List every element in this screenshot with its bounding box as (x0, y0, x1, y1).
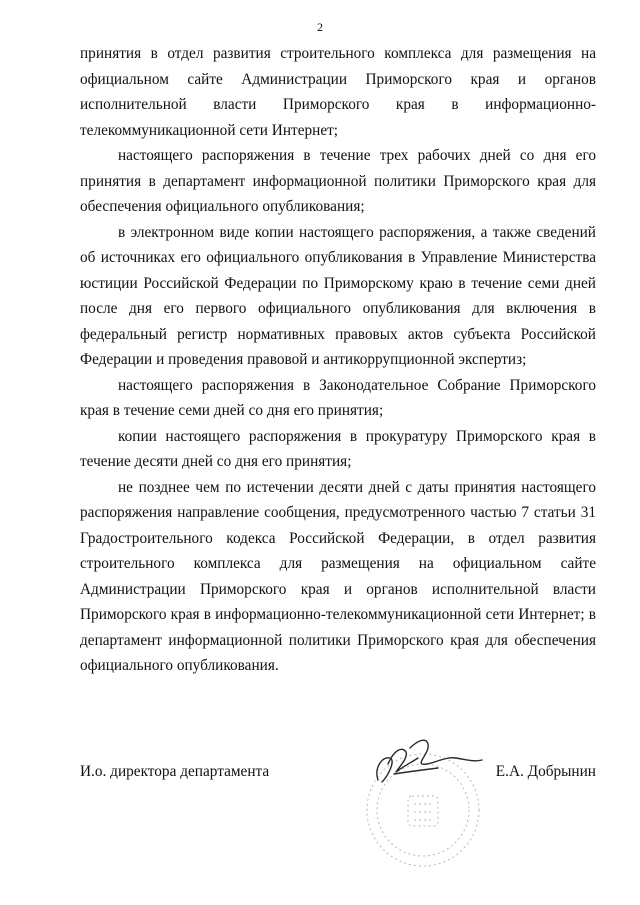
signatory-name: Е.А. Добрынин (495, 763, 596, 780)
signature-block (80, 763, 596, 793)
paragraph: принятия в отдел развития строительного комплекса для размещения на официальном сайте Администрации Приморского края и органов исполнительной власти Приморского края в информационно-телекоммуникационной сети Интернет; (80, 45, 596, 139)
paragraph: не позднее чем по истечении десяти дней с даты принятия настоящего распоряжения направление сообщения, предусмотренного частью 7 статьи 31 Градостроительного кодекса Российской Федерации, в отдел развития строительного комплекса для размещения на официальном сайте Администрации Приморского края и органов исполнительной власти Приморского края в информационно-телекоммуникационной сети Интернет; в департамент информационной политики Приморского края для обеспечения официального опубликования. (80, 478, 596, 674)
page-number: 2 (317, 20, 323, 34)
document-body (80, 41, 596, 679)
paragraph: копии настоящего распоряжения в прокуратуру Приморского края в течение десяти дней со дня его принятия; (80, 427, 596, 470)
paragraph: в электронном виде копии настоящего распоряжения, а также сведений об источниках его официального опубликования в Управление Министерства юстиции Российской Федерации по Приморскому краю в течение семи дней после дня его первого официального опубликования для включения в федеральный регистр нормативных правовых актов субъекта Российской Федерации и проведения правовой и антикоррупционной экспертиз; (80, 223, 596, 368)
signature-seal-icon (348, 722, 558, 872)
paragraph: настоящего распоряжения в Законодательное Собрание Приморского края в течение семи дней со дня его принятия; (80, 376, 596, 419)
signatory-title: И.о. директора департамента (80, 763, 270, 780)
paragraph: настоящего распоряжения в течение трех рабочих дней со дня его принятия в департамент информационной политики Приморского края для обеспечения официального опубликования; (80, 147, 596, 215)
